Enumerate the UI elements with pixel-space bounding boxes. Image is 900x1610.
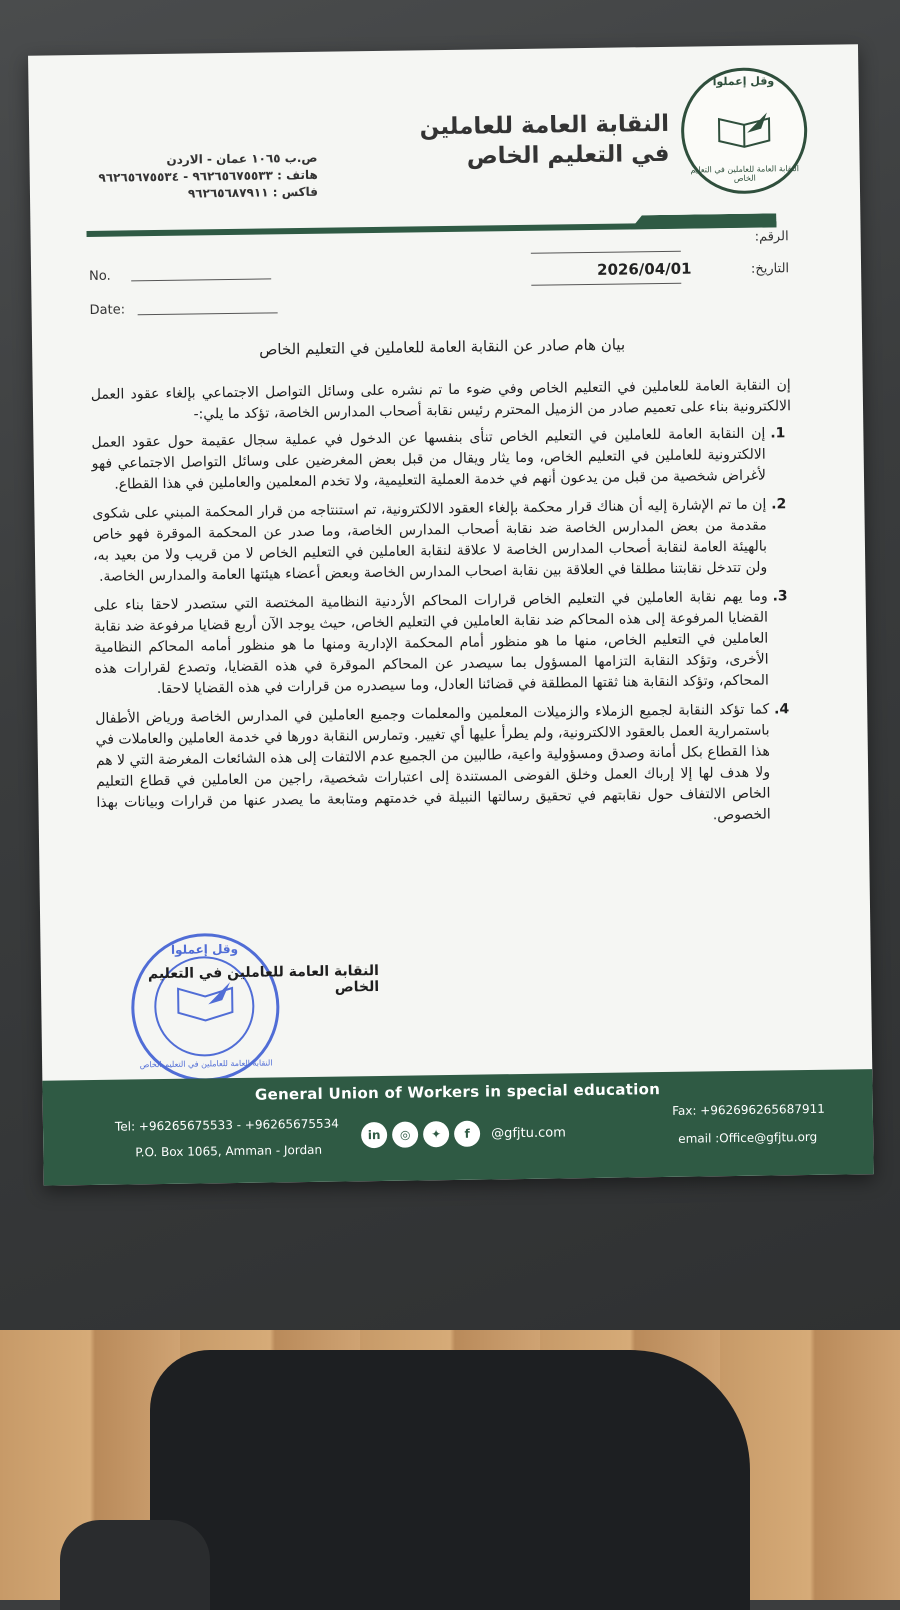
list-item-text: إن ما تم الإشارة إليه أن هناك قرار محكمة بإلغاء العقود الالكترونية، تم استنتاجه من قرار المحكمة المبني على شكوى مقدمة من بعض المدارس الخاصة ضد نقابة أصحاب المدارس الخاصة، وما صدر عن المحكمة الموقرة فهو خاص بالهيئة العامة لنقابة أصحاب المدارس الخاصة لا علاقة لنقابة العاملين في التعليم الخاص لا من قريب ولا من بعيد به، ولن تتدخل نقابتنا مطلقا في العلاقة بين نقابة اصحاب المدارس الخاصة وبعض أعضاء هيئتها العامة والمدارس الخاصة. [92, 497, 767, 585]
footer-po-box: P.O. Box 1065, Amman - Jordan [135, 1143, 322, 1160]
list-item [95, 700, 771, 835]
number-label-ar: الرقم: [755, 229, 789, 255]
photographer-shoe [60, 1520, 210, 1610]
stamp-ring-text: النقابة العامة للعاملين في التعليم الخاص [135, 1058, 277, 1069]
contact-arabic [87, 150, 318, 204]
list-item [94, 587, 769, 701]
header-divider-accent [630, 213, 776, 229]
list-item-text: إن النقابة العامة للعاملين في التعليم الخاص تنأى بنفسها عن الدخول في عملية سجال عقيمة حول عقود العمل الالكترونية للعاملين في التعليم الخاص، وما يثار ويقال من قبل بعض المغرضين على وسائل التواصل الاجتماعي فهو لأغراض شخصية من قبل من يدعون أنهم في خدمة العملية التعليمية، ولا تخدم المعلمين والعاملين في هذا القطاع. [91, 426, 766, 493]
facebook-icon: f [454, 1121, 480, 1147]
number-label-en: No. [89, 269, 111, 295]
union-logo [680, 67, 808, 195]
date-label-en: Date: [89, 302, 125, 328]
footer-tel: Tel: +96265675533 - +96265675534 [115, 1117, 339, 1134]
signature-text: النقابة العامة للعاملين في التعليم الخاص [139, 963, 379, 998]
logo-motto: وقل إعملوا [683, 74, 803, 89]
linkedin-icon: in [361, 1122, 387, 1148]
contact-po-box: ص.ب ١٠٦٥ عمان - الاردن [87, 150, 317, 170]
statement-list [91, 423, 797, 835]
date-value: 2026/04/01 [597, 260, 692, 287]
date-label-ar: التاريخ: [751, 261, 789, 288]
twitter-icon: ✦ [423, 1121, 449, 1147]
social-links [361, 1119, 566, 1148]
logo-ring-text: النقابة العامة للعاملين في التعليم الخاص [685, 164, 805, 184]
contact-phone: هاتف : ٩٦٢٦٥٦٧٥٥٣٣ - ٩٦٢٦٥٦٧٥٥٣٤ [88, 167, 318, 187]
org-name-line1: النقابة العامة للعاملين [369, 109, 669, 143]
stamp-motto: وقل إعملوا [133, 941, 275, 957]
footer-fax: Fax: +962696265687911 [672, 1102, 825, 1118]
letterhead [28, 44, 860, 226]
list-item-text: وما يهم نقابة العاملين في التعليم الخاص قرارات المحاكم الأردنية النظامية المختصة التي ستصدر لاحقا بناء على القضايا المرفوعة إلى هذه المحاكم ضد نقابة العاملين في التعليم الخاص، حيث يوجد الآن أربع قضايا مرفوعة ضد نقابة العاملين في التعليم الخاص، منها ما هو منظور أمام المحكمة الإدارية ومنها ما هو منظور أمامه المحاكم النظامية الأخرى، وتؤكد النقابة التزامها المسؤول بما سيصدر عن المحاكم الموقرة في هذه القضايا، وتصدع لقرارات هذه المحاكم، وتؤكد النقابة هنا ثقتها المطلقة في قضائنا العادل، وما سيصدره من قرارات في هذه القضايا لاحقا. [94, 589, 769, 698]
document-body [91, 375, 797, 843]
list-item [91, 424, 766, 496]
contact-fax: فاكس : ٩٦٢٦٥٦٨٧٩١١ [88, 184, 318, 204]
intro-paragraph: إن النقابة العامة للعاملين في التعليم الخاص وفي ضوء ما تم نشره على وسائل التواصل الاجتماعي بإلغاء عقود العمل الالكترونية بناء على تعميم صادر من الزميل المحترم رئيس نقابة أصحاب المدارس الخاصة، تؤكد ما يلي:- [91, 375, 792, 427]
footer-band [42, 1069, 873, 1186]
book-quill-icon [717, 110, 772, 149]
official-stamp [130, 932, 280, 1082]
org-name-arabic [369, 109, 670, 173]
date-line-en [138, 312, 278, 315]
photographer-legs [150, 1350, 750, 1610]
org-name-line2: في التعليم الخاص [369, 139, 669, 173]
instagram-icon: ◎ [392, 1121, 418, 1147]
letter-paper [28, 44, 874, 1185]
list-item [92, 495, 767, 588]
signature-block [90, 931, 352, 1085]
list-item-text: كما تؤكد النقابة لجميع الزملاء والزميلات المعلمين والمعلمات وجميع العاملين في المدارس الخاصة ورياض الأطفال باستمرارية العمل بالعقود الالكترونية، ولم يطرأ عليها أي تغيير. وتمارس النقابة دورها في خدمة العاملين والعاملات في هذا القطاع بكل أمانة وصدق ومسؤولية واعية، طالبين من الجميع عدم الالتفات إلى هذه الشائعات المغرضة التي لا هم ولا هدف لها إلا إرباك العمل وخلق الفوضى المستندة إلى اعتبارات شخصية، راجين من العاملين في قطاع التعليم الخاص الالتفاف حول نقابتهم في تحقيق رسالتها النبيلة في خدمتهم ومتابعة ما يصدر عنها من قرارات وبيانات بهذا الخصوص. [95, 702, 771, 824]
footer-email: email :Office@gfjtu.org [678, 1130, 817, 1146]
number-line-en [131, 278, 271, 281]
document-title: بيان هام صادر عن النقابة العامة للعاملين في التعليم الخاص [92, 333, 792, 361]
social-handle: @gfjtu.com [491, 1125, 566, 1141]
footer-org-name: General Union of Workers in special education [42, 1077, 872, 1107]
number-line-ar [531, 251, 681, 254]
